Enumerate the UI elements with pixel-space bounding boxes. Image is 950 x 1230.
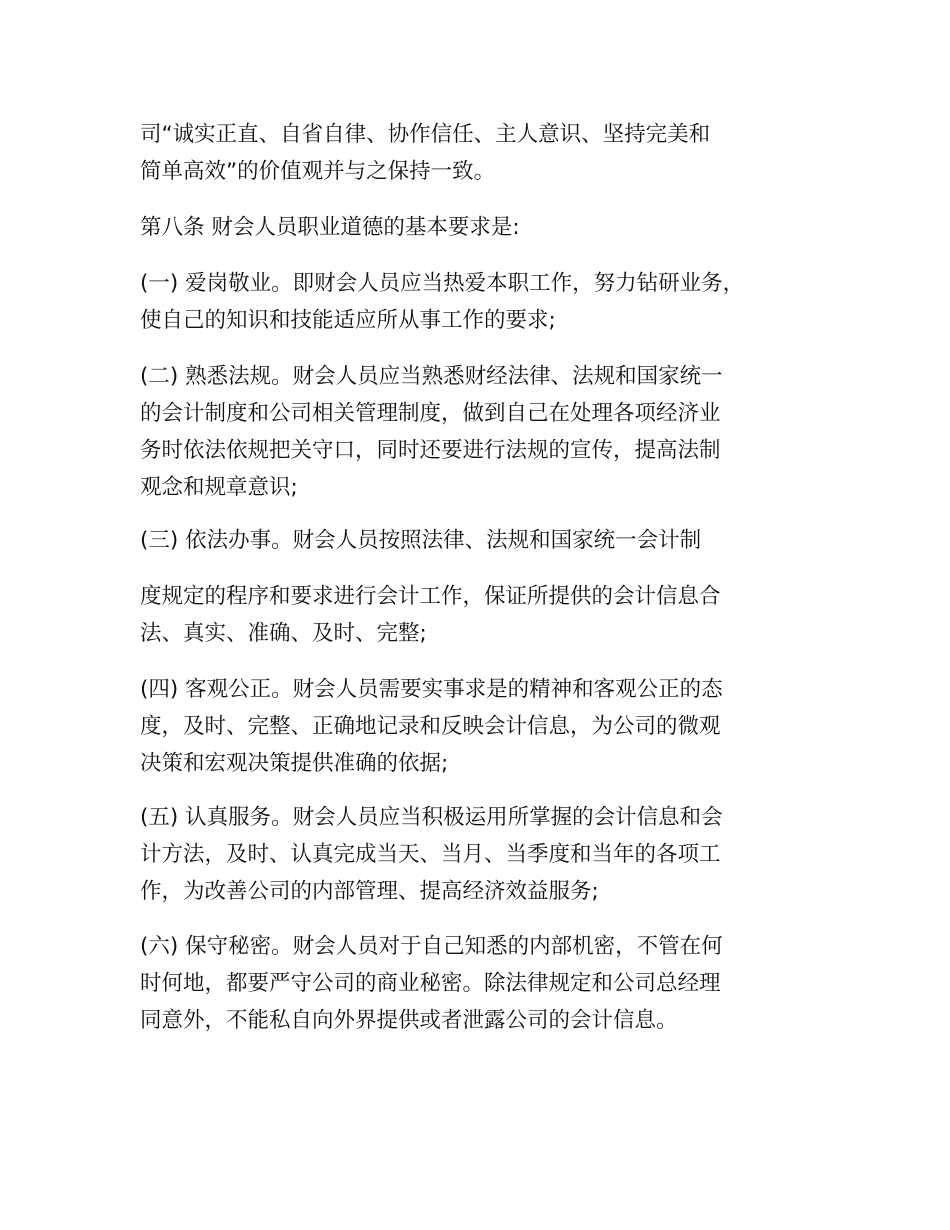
text-line: 度规定的程序和要求进行会计工作，保证所提供的会计信息合: [140, 584, 721, 609]
paragraph-values-continuation: [140, 116, 830, 190]
text-line: 法、真实、准确、及时、完整;: [140, 621, 427, 646]
item-four-paragraph: [140, 671, 830, 782]
text-line: (五) 认真服务。财会人员应当积极运用所掌握的会计信息和会: [140, 805, 723, 830]
text-line: (一) 爱岗敬业。即财会人员应当热爱本职工作，努力钻研业务，: [140, 271, 745, 296]
text-line: (三) 依法办事。财会人员按照法律、法规和国家统一会计制: [140, 528, 702, 553]
item-six-paragraph: [140, 928, 830, 1039]
text-line: 决策和宏观决策提供准确的依据;: [140, 751, 449, 776]
text-line: 第八条 财会人员职业道德的基本要求是:: [140, 215, 520, 240]
text-line: 司“诚实正直、自省自律、协作信任、主人意识、坚持完美和: [140, 122, 711, 147]
text-line: 作，为改善公司的内部管理、提高经济效益服务;: [140, 879, 599, 904]
item-one-paragraph: [140, 265, 830, 339]
text-line: 观念和规章意识;: [140, 475, 298, 500]
item-two-paragraph: [140, 358, 830, 506]
text-line: (二) 熟悉法规。财会人员应当熟悉财经法律、法规和国家统一: [140, 364, 723, 389]
text-line: (四) 客观公正。财会人员需要实事求是的精神和客观公正的态: [140, 677, 723, 702]
text-line: 的会计制度和公司相关管理制度，做到自己在处理各项经济业: [140, 401, 721, 426]
item-five-paragraph: [140, 799, 830, 910]
text-line: 同意外，不能私自向外界提供或者泄露公司的会计信息。: [140, 1008, 678, 1033]
item-three-continuation: [140, 578, 830, 652]
text-line: 时何地，都要严守公司的商业秘密。除法律规定和公司总经理: [140, 971, 721, 996]
text-line: 简单高效”的价值观并与之保持一致。: [140, 159, 496, 184]
text-line: 计方法，及时、认真完成当天、当月、当季度和当年的各项工: [140, 842, 721, 867]
text-line: 度，及时、完整、正确地记录和反映会计信息，为公司的微观: [140, 714, 721, 739]
item-three-paragraph: [140, 522, 830, 559]
text-line: 务时依法依规把关守口，同时还要进行法规的宣传，提高法制: [140, 438, 721, 463]
text-line: 使自己的知识和技能适应所从事工作的要求;: [140, 308, 556, 333]
article-eight-heading: [140, 209, 830, 246]
text-line: (六) 保守秘密。财会人员对于自己知悉的内部机密，不管在何: [140, 934, 723, 959]
